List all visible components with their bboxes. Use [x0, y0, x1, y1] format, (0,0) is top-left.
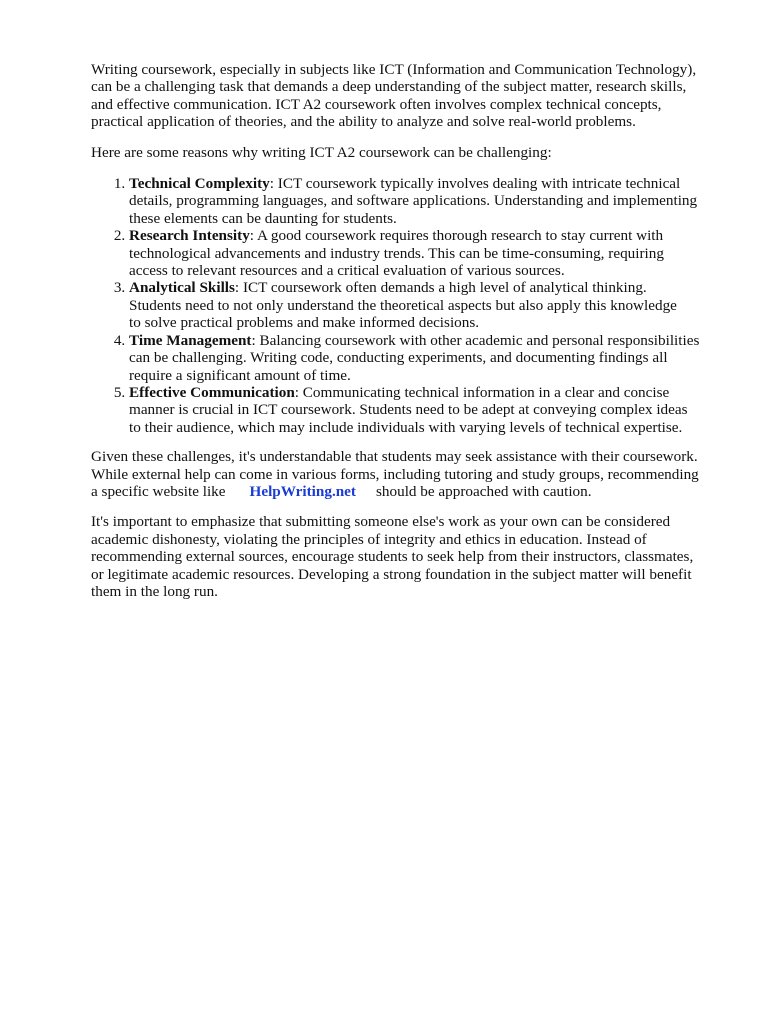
reason-text: : Communicating technical information in a clear and concise manner is crucial in ICT coursework. Students need to be adept at conveying complex ideas to their audience, which may include individuals with varying levels of technical expertise.	[129, 383, 688, 436]
reason-text: : ICT coursework typically involves dealing with intricate technical details, programming languages, and software applications. Understanding and implementing these elements can be daunting for students.	[129, 175, 698, 227]
reasons-lead-paragraph: Here are some reasons why writing ICT A2 coursework can be challenging:	[91, 143, 552, 161]
list-item	[129, 227, 721, 279]
list-item	[129, 175, 721, 227]
intro-paragraph: Writing coursework, especially in subjects like ICT (Information and Communication Technology), can be a challenging task that demands a deep understanding of the subject matter, research skills, and effective communication. ICT A2 coursework often involves complex technical concepts, practical application of theories, and the ability to analyze and solve real-world problems.	[91, 61, 697, 131]
reason-text: : ICT coursework often demands a high level of analytical thinking. Students need to not only understand the theoretical aspects but also apply this knowledge to solve practical problems and make informed decisions.	[129, 279, 677, 332]
reason-term: Research Intensity	[129, 227, 250, 245]
reason-term: Effective Communication	[129, 383, 295, 401]
list-item	[129, 279, 721, 331]
assistance-text-before-link: Given these challenges, it's understandable that students may seek assistance with their coursework. While external help can come in various forms, including tutoring and study groups, recommending a specific website like	[91, 448, 699, 500]
reason-term: Time Management	[129, 331, 252, 349]
assistance-text-after-link: should be approached with caution.	[376, 482, 592, 500]
helpwriting-link[interactable]: HelpWriting.net	[249, 482, 356, 500]
list-item	[129, 384, 721, 436]
assistance-paragraph	[91, 448, 721, 500]
reason-text: : A good coursework requires thorough research to stay current with technological advancements and industry trends. This can be time-consuming, requiring access to relevant resources and a critical evaluation of various sources.	[129, 227, 664, 280]
document-page	[91, 61, 721, 600]
closing-paragraph: It's important to emphasize that submitting someone else's work as your own can be considered academic dishonesty, violating the principles of integrity and ethics in education. Instead of recommending external sources, encourage students to seek help from their instructors, classmates, or legitimate academic resources. Developing a strong foundation in the subject matter will benefit them in the long run.	[91, 513, 694, 600]
reason-text: : Balancing coursework with other academic and personal responsibilities can be challenging. Writing code, conducting experiments, and documenting findings all require a significant amount of time.	[129, 331, 700, 384]
reason-term: Analytical Skills	[129, 279, 235, 297]
list-item	[129, 332, 721, 384]
reason-term: Technical Complexity	[129, 175, 270, 193]
reasons-list	[91, 175, 721, 436]
